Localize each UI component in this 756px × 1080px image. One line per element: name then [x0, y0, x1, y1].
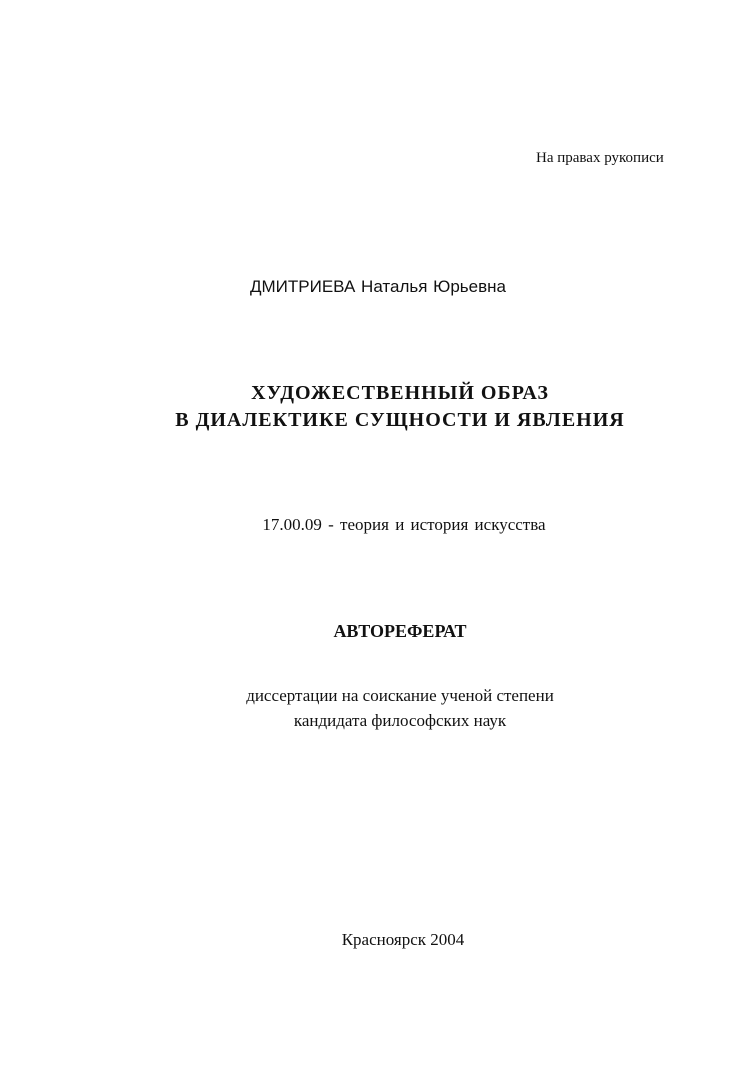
- document-type-heading: АВТОРЕФЕРАТ: [333, 621, 467, 641]
- dissertation-title-line-2: В ДИАЛЕКТИКЕ СУЩНОСТИ И ЯВЛЕНИЯ: [175, 409, 625, 431]
- author-surname: ДМИТРИЕВА: [250, 277, 356, 296]
- specialty-code: 17.00.09 - теория и история искусства: [262, 515, 546, 534]
- degree-purpose-line-1: диссертации на соискание ученой степени: [246, 686, 554, 705]
- place-and-year: Красноярск 2004: [341, 930, 465, 949]
- degree-purpose-line-2: кандидата философских наук: [293, 711, 507, 730]
- author-name: [0, 276, 756, 298]
- dissertation-title-line-1: ХУДОЖЕСТВЕННЫЙ ОБРАЗ: [251, 382, 549, 404]
- author-given-names: Наталья Юрьевна: [361, 277, 506, 296]
- manuscript-rights-note: На правах рукописи: [536, 150, 664, 166]
